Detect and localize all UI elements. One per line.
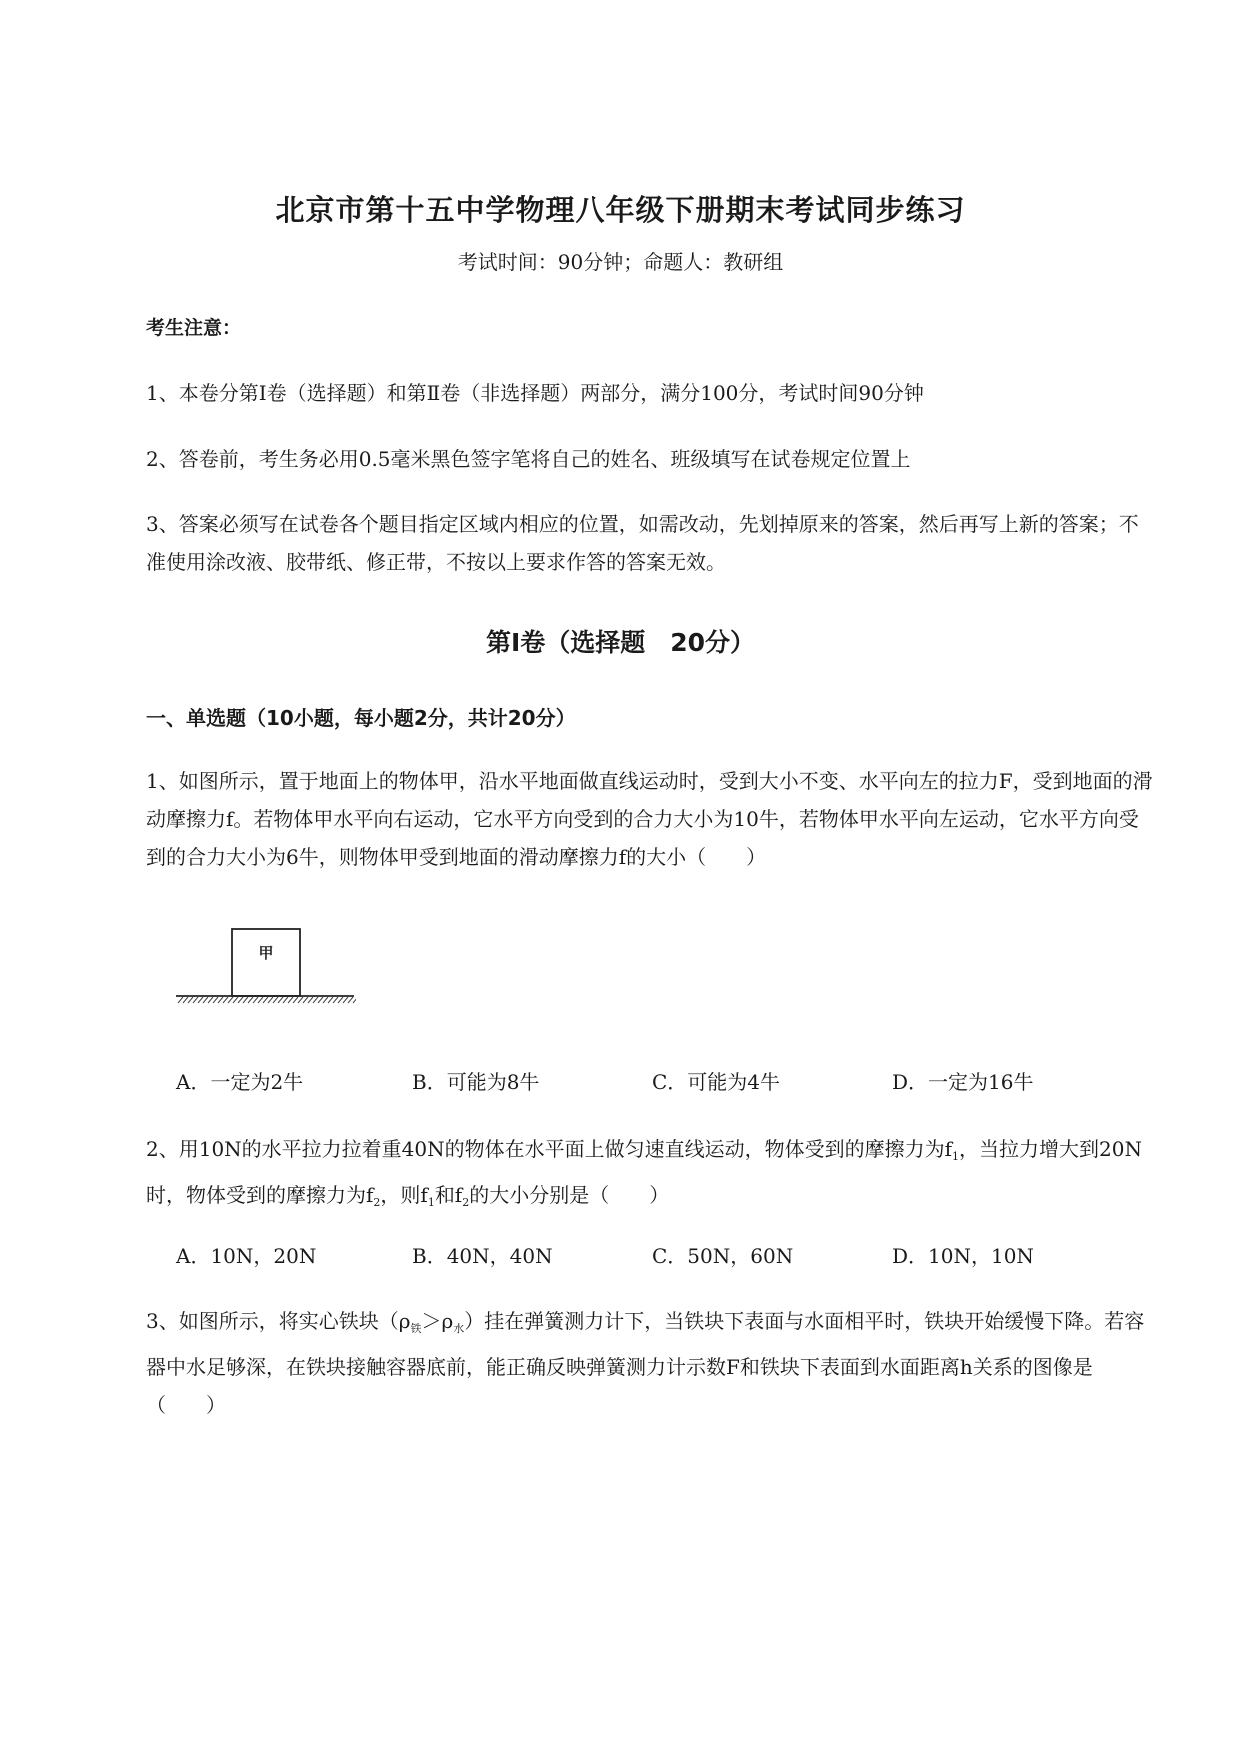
- hatch-mark: [188, 997, 193, 1003]
- option-c[interactable]: C．可能为4牛: [652, 1070, 781, 1094]
- hatch-mark: [198, 997, 203, 1003]
- hatch-mark: [273, 997, 278, 1003]
- hatch-mark: [193, 997, 198, 1003]
- part-heading: 一、单选题（10小题，每小题2分，共计20分）: [146, 706, 576, 730]
- question-2-options: [176, 1240, 1076, 1270]
- hatch-mark: [263, 997, 268, 1003]
- hatch-mark: [328, 997, 333, 1003]
- hatch-mark: [333, 997, 338, 1003]
- hatch-mark: [343, 997, 348, 1003]
- block: [232, 929, 300, 996]
- hatch-mark: [218, 997, 223, 1003]
- option-d[interactable]: D．一定为16牛: [892, 1070, 1034, 1094]
- hatch-mark: [348, 997, 353, 1003]
- notice-heading: 考生注意：: [146, 317, 242, 339]
- question-3-text: 3、如图所示，将实心铁块$(\rho_铁>\rho_水)$挂在弹簧测力计下，当铁块下表面与水面相平时，铁块开始缓慢下降。若容器中水足够深，在铁块接触容器底前，能正确反映弹簧测力计示数F和铁块下表面到水面距离h关系的图像是（ ）: [146, 1309, 1145, 1417]
- question-2-text: 2、用10N的水平拉力拉着重40N的物体在水平面上做匀速直线运动，物体受到的摩擦力为$f_1$，当拉力增大到20N时，物体受到的摩擦力为$f_2$，则$f_1$和$f_2$的大小分别是（ ）: [146, 1137, 1142, 1209]
- block-label: 甲: [258, 944, 274, 962]
- hatch-mark: [243, 997, 248, 1003]
- hatch-mark: [303, 997, 308, 1003]
- section-title: 第Ⅰ卷（选择题 20分）: [485, 628, 756, 657]
- hatch-mark: [298, 997, 303, 1003]
- option-b[interactable]: B．40N，40N: [412, 1244, 553, 1268]
- hatch-mark: [223, 997, 228, 1003]
- hatch-mark: [278, 997, 283, 1003]
- hatch-mark: [253, 997, 258, 1003]
- ground-hatching: [178, 997, 356, 1003]
- notice-item: 2、答卷前，考生务必用0.5毫米黑色签字笔将自己的姓名、班级填写在试卷规定位置上: [146, 447, 911, 471]
- hatch-mark: [203, 997, 208, 1003]
- hatch-mark: [183, 997, 188, 1003]
- hatch-mark: [288, 997, 293, 1003]
- option-a[interactable]: A．10N，20N: [176, 1244, 317, 1268]
- hatch-mark: [353, 997, 356, 1003]
- hatch-mark: [323, 997, 328, 1003]
- hatch-mark: [178, 997, 183, 1003]
- hatch-mark: [228, 997, 233, 1003]
- hatch-mark: [318, 997, 323, 1003]
- hatch-mark: [233, 997, 238, 1003]
- question-1-text: 1、如图所示，置于地面上的物体甲，沿水平地面做直线运动时，受到大小不变、水平向左的拉力F，受到地面的滑动摩擦力f。若物体甲水平向右运动，它水平方向受到的合力大小为10牛，若物体甲水平向左运动，它水平方向受到的合力大小为6牛，则物体甲受到地面的滑动摩擦力f的大小（ ）: [146, 769, 1153, 869]
- hatch-mark: [293, 997, 298, 1003]
- hatch-mark: [213, 997, 218, 1003]
- option-b[interactable]: B．可能为8牛: [412, 1070, 540, 1094]
- option-a[interactable]: A．一定为2牛: [176, 1070, 304, 1094]
- hatch-mark: [308, 997, 313, 1003]
- hatch-mark: [258, 997, 263, 1003]
- hatch-mark: [338, 997, 343, 1003]
- hatch-mark: [208, 997, 213, 1003]
- option-c[interactable]: C．50N，60N: [652, 1244, 794, 1268]
- hatch-mark: [238, 997, 243, 1003]
- question-1-options: [176, 1066, 1076, 1096]
- notice-item: 1、本卷分第Ⅰ卷（选择题）和第Ⅱ卷（非选择题）两部分，满分100分，考试时间90分钟: [146, 381, 924, 405]
- page-title: 北京市第十五中学物理八年级下册期末考试同步练习: [275, 193, 966, 227]
- block-on-ground-figure: [176, 924, 356, 1014]
- hatch-mark: [268, 997, 273, 1003]
- notice-item: 3、答案必须写在试卷各个题目指定区域内相应的位置，如需改动，先划掉原来的答案，然后再写上新的答案；不准使用涂改液、胶带纸、修正带，不按以上要求作答的答案无效。: [146, 512, 1139, 574]
- option-d[interactable]: D．10N，10N: [892, 1244, 1034, 1268]
- hatch-mark: [248, 997, 253, 1003]
- hatch-mark: [283, 997, 288, 1003]
- hatch-mark: [313, 997, 318, 1003]
- exam-info: 考试时间：90分钟；命题人：教研组: [457, 250, 784, 274]
